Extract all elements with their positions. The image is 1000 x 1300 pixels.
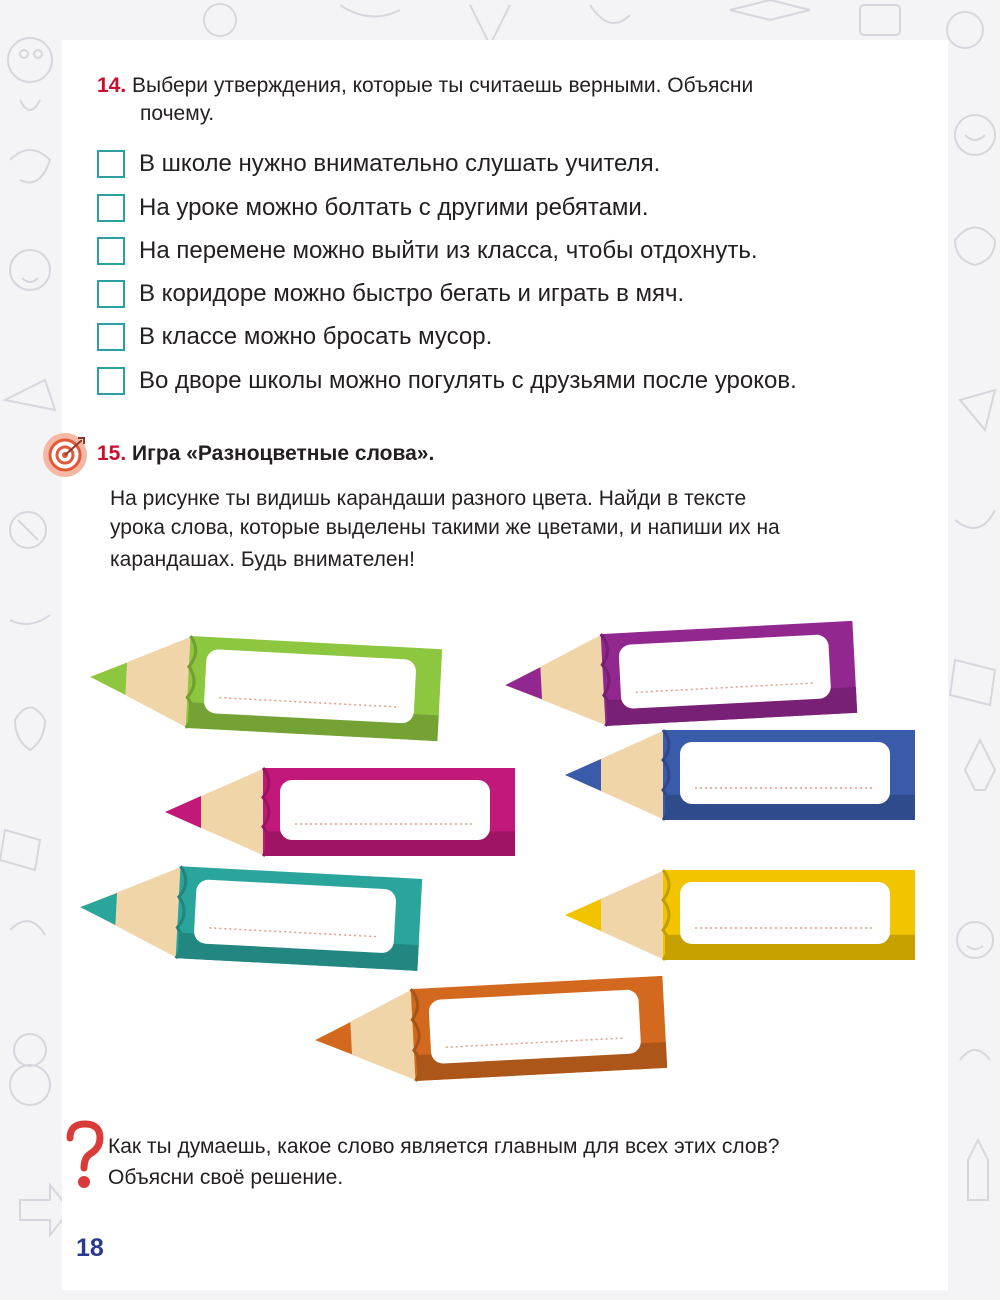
- pencil-label-box[interactable]: [280, 780, 490, 840]
- task14-prompt-line1: Выбери утверждения, которые ты считаешь верными. Объясни: [132, 74, 754, 97]
- page-number: 18: [76, 1234, 104, 1262]
- pencil-label-box[interactable]: [618, 634, 831, 709]
- question-line: Как ты думаешь, какое слово является главным для всех этих слов?: [108, 1135, 780, 1158]
- statement-row[interactable]: [97, 190, 649, 226]
- statement-text: На перемене можно выйти из класса, чтобы отдохнуть.: [139, 237, 758, 264]
- question-mark-icon: [62, 1120, 108, 1192]
- statement-row[interactable]: [97, 146, 660, 182]
- target-icon: [40, 430, 90, 480]
- task15-number: 15.: [97, 442, 127, 465]
- task15-instruction-line: урока слова, которые выделены такими же цветами, и напиши их на: [110, 516, 780, 539]
- task15-title: [97, 440, 434, 467]
- pencil-3: [565, 730, 915, 820]
- pencil-7: [313, 976, 667, 1086]
- pencil-2: [503, 621, 857, 731]
- pencil-6: [565, 870, 915, 960]
- statement-text: В школе нужно внимательно слушать учителя.: [139, 150, 661, 177]
- statement-text: На уроке можно болтать с другими ребятами.: [139, 194, 649, 221]
- statement-row[interactable]: [97, 276, 684, 312]
- pencil-label-box[interactable]: [204, 649, 417, 724]
- statement-row[interactable]: [97, 319, 492, 355]
- pencil-1: [88, 631, 442, 741]
- statement-row[interactable]: [97, 233, 758, 269]
- task15-instruction-line: карандашах. Будь внимателен!: [110, 548, 415, 571]
- statement-row[interactable]: [97, 363, 797, 399]
- pencil-label-box[interactable]: [680, 882, 890, 944]
- statement-text: Во дворе школы можно погулять с друзьями после уроков.: [139, 367, 797, 394]
- pencil-label-box[interactable]: [680, 742, 890, 804]
- task14-prompt-line2: почему.: [140, 102, 215, 125]
- task14-heading: [97, 72, 937, 99]
- statement-checkbox[interactable]: [97, 367, 125, 395]
- statement-checkbox[interactable]: [97, 237, 125, 265]
- pencil-label-box[interactable]: [428, 989, 641, 1064]
- statement-checkbox[interactable]: [97, 280, 125, 308]
- statement-text: В коридоре можно быстро бегать и играть в мяч.: [139, 280, 685, 307]
- statement-checkbox[interactable]: [97, 150, 125, 178]
- task15-instruction-line: На рисунке ты видишь карандаши разного цвета. Найди в тексте: [110, 487, 747, 510]
- task15-title-text: Игра «Разноцветные слова».: [132, 442, 435, 465]
- pencil-5: [78, 861, 422, 971]
- statement-checkbox[interactable]: [97, 323, 125, 351]
- pencil-label-box[interactable]: [194, 879, 397, 953]
- pencil-set: [0, 600, 1000, 1100]
- statement-text: В классе можно бросать мусор.: [139, 323, 493, 350]
- task14-number: 14.: [97, 74, 127, 97]
- statement-checkbox[interactable]: [97, 194, 125, 222]
- pencil-4: [165, 768, 515, 856]
- question-line: Объясни своё решение.: [108, 1166, 344, 1189]
